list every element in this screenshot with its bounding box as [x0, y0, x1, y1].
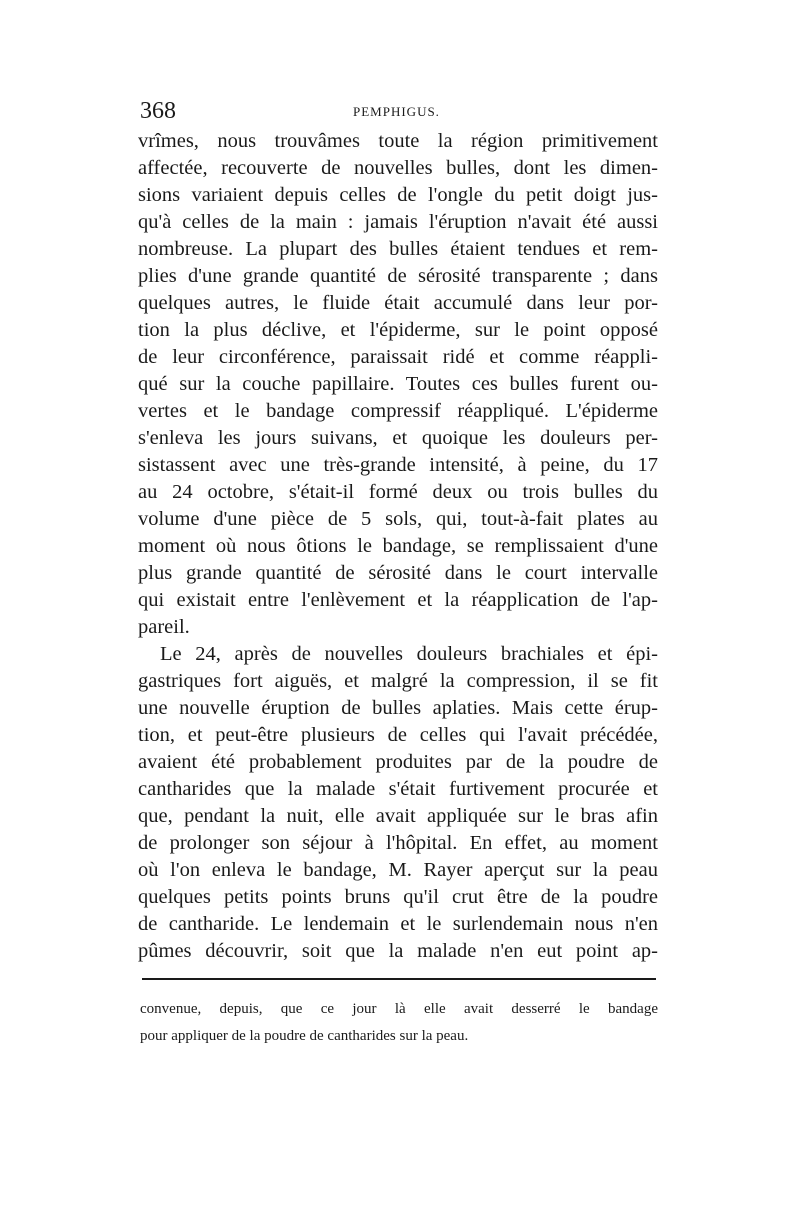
- text-line: tion la plus déclive, et l'épiderme, sur le point opposé: [138, 319, 658, 341]
- text-line: gastriques fort aiguës, et malgré la compression, il se fit: [138, 670, 658, 692]
- text-line: vrîmes, nous trouvâmes toute la région primitivement: [138, 130, 658, 152]
- text-line: de prolonger son séjour à l'hôpital. En effet, au moment: [138, 832, 658, 854]
- page-number: 368: [140, 98, 176, 124]
- text-line: quelques petits points bruns qu'il crut être de la poudre: [138, 886, 658, 908]
- text-line: nombreuse. La plupart des bulles étaient tendues et rem-: [138, 238, 658, 260]
- text-line: pareil.: [138, 616, 190, 638]
- text-line: moment où nous ôtions le bandage, se remplissaient d'une: [138, 535, 658, 557]
- body-text: [138, 128, 658, 965]
- text-line: avaient été probablement produites par de la poudre de: [138, 751, 658, 773]
- footnote-line: convenue, depuis, que ce jour là elle avait desserré le bandage: [140, 1001, 658, 1017]
- text-line: affectée, recouverte de nouvelles bulles, dont les dimen-: [138, 157, 658, 179]
- footnote-line: pour appliquer de la poudre de cantharides sur la peau.: [140, 1028, 469, 1044]
- text-line: quelques autres, le fluide était accumulé dans leur por-: [138, 292, 658, 314]
- text-line: qué sur la couche papillaire. Toutes ces bulles furent ou-: [138, 373, 658, 395]
- text-line: que, pendant la nuit, elle avait appliquée sur le bras afin: [138, 805, 658, 827]
- text-line: Le 24, après de nouvelles douleurs brachiales et épi-: [160, 643, 658, 665]
- text-line: plus grande quantité de sérosité dans le court intervalle: [138, 562, 658, 584]
- text-line: qui existait entre l'enlèvement et la réapplication de l'ap-: [138, 589, 658, 611]
- text-line: de cantharide. Le lendemain et le surlendemain nous n'en: [138, 913, 658, 935]
- text-line: pûmes découvrir, soit que la malade n'en eut point ap-: [138, 940, 658, 962]
- text-line: au 24 octobre, s'était-il formé deux ou trois bulles du: [138, 481, 658, 503]
- text-line: sistassent avec une très-grande intensité, à peine, du 17: [138, 454, 658, 476]
- text-line: de leur circonférence, paraissait ridé et comme réappli-: [138, 346, 658, 368]
- text-line: s'enleva les jours suivans, et quoique les douleurs per-: [138, 427, 658, 449]
- text-line: qu'à celles de la main : jamais l'éruption n'avait été aussi: [138, 211, 658, 233]
- running-title: PEMPHIGUS.: [353, 104, 440, 119]
- text-line: cantharides que la malade s'était furtivement procurée et: [138, 778, 658, 800]
- text-line: où l'on enleva le bandage, M. Rayer aperçut sur la peau: [138, 859, 658, 881]
- text-line: une nouvelle éruption de bulles aplaties. Mais cette érup-: [138, 697, 658, 719]
- text-line: volume d'une pièce de 5 sols, qui, tout-à-fait plates au: [138, 508, 658, 530]
- text-line: vertes et le bandage compressif réappliqué. L'épiderme: [138, 400, 658, 422]
- page-header: [140, 96, 660, 126]
- text-line: plies d'une grande quantité de sérosité transparente ; dans: [138, 265, 658, 287]
- text-line: sions variaient depuis celles de l'ongle du petit doigt jus-: [138, 184, 658, 206]
- text-line: tion, et peut-être plusieurs de celles qui l'avait précédée,: [138, 724, 658, 746]
- footnote-separator: [142, 978, 656, 980]
- footnote: [140, 996, 658, 1050]
